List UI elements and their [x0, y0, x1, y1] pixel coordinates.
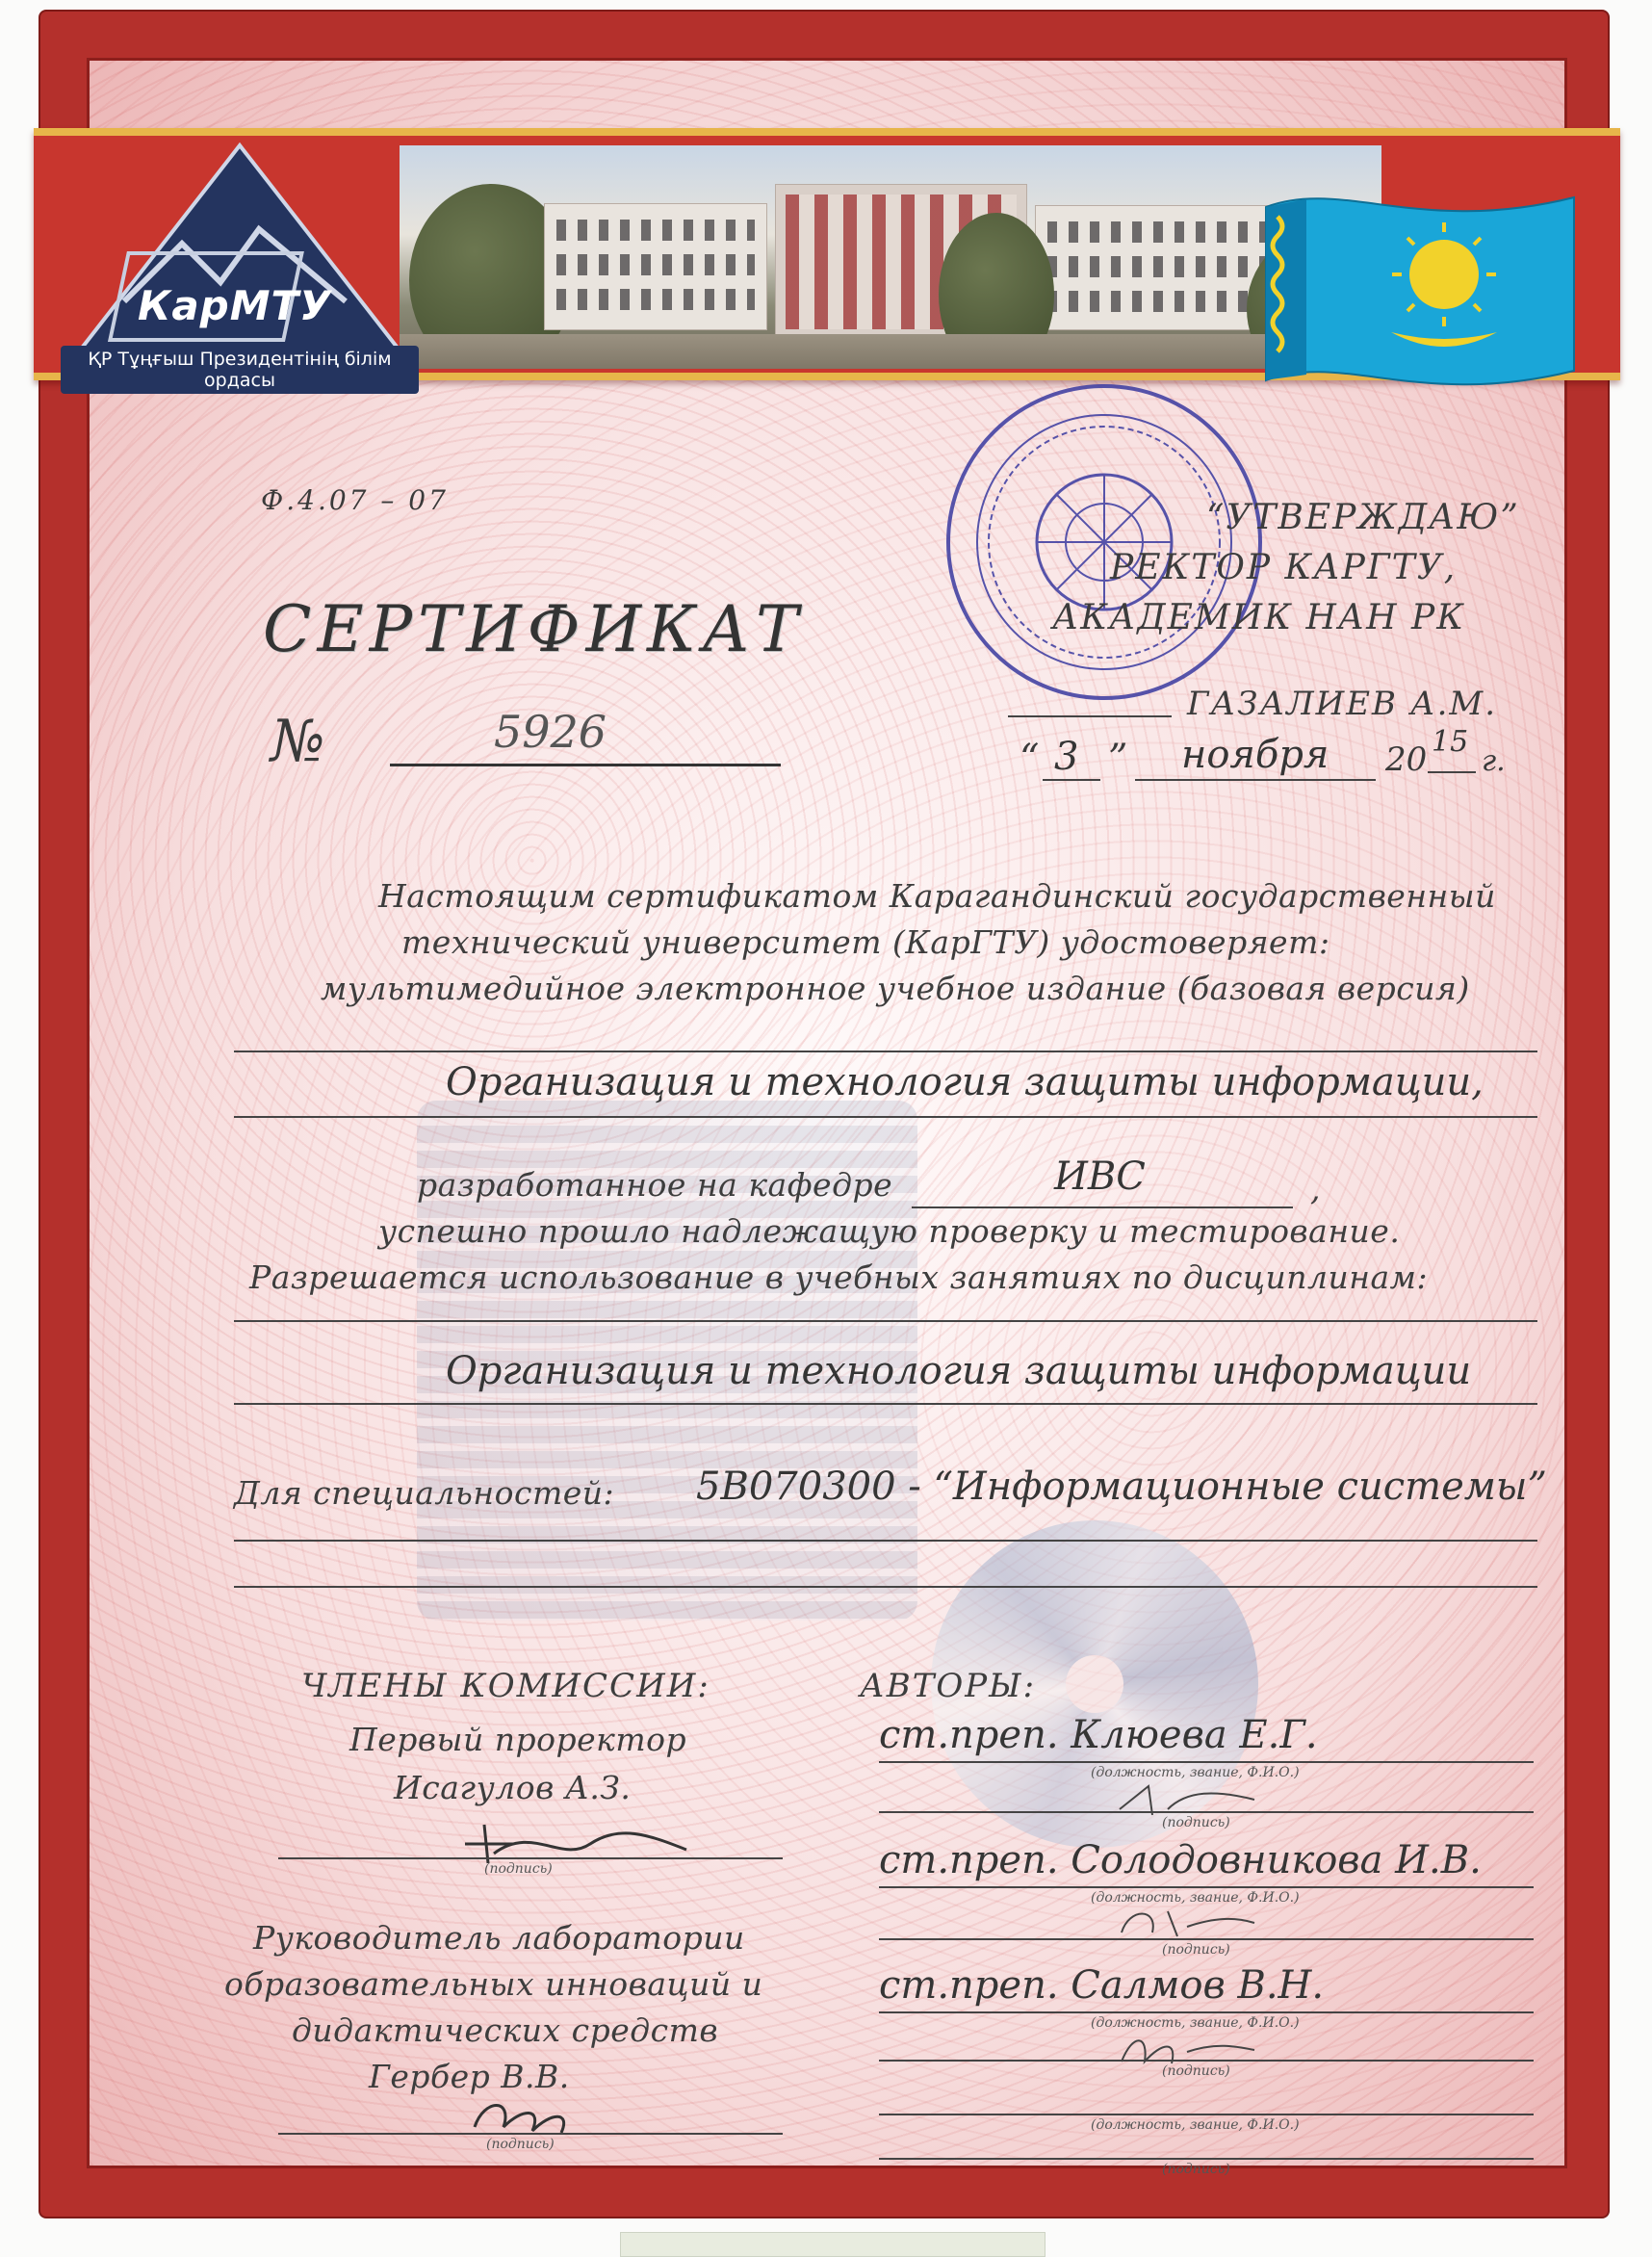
author-2: ст.преп. Солодовникова И.В. — [879, 1838, 1482, 1882]
author-3: ст.преп. Салмов В.Н. — [879, 1963, 1325, 2008]
member2-signature-caption: (подпись) — [486, 2137, 555, 2152]
intro-line3: мультимедийное электронное учебное издание (базовая версия) — [321, 970, 1470, 1007]
certificate-number: 5926 — [494, 706, 607, 758]
member1-name: Исагулов А.З. — [394, 1769, 632, 1806]
approval-year-suffix: 15 — [1432, 725, 1469, 759]
member2-name: Гербер В.В. — [369, 2058, 570, 2095]
department-value: ИВС — [1054, 1154, 1146, 1199]
intro-line2: технический университет (КарГТУ) удостоверяет: — [401, 923, 1330, 961]
allowed-text: Разрешается использование в учебных занятиях по дисциплинам: — [249, 1258, 1429, 1296]
author-2-signature-caption: (подпись) — [1162, 1942, 1230, 1958]
kazakhstan-emblem-icon — [941, 378, 1268, 706]
edition-title: Организация и технология защиты информации, — [446, 1060, 1484, 1104]
certificate-title: СЕРТИФИКАТ — [263, 592, 805, 666]
logo-name: КарМТУ — [138, 282, 332, 329]
member1-signature-caption: (подпись) — [484, 1861, 553, 1877]
member2-line1: Руководитель лаборатории — [253, 1919, 745, 1957]
passed-text: успешно прошло надлежащую проверку и тестирование. — [378, 1212, 1401, 1250]
author-1-signature-caption: (подпись) — [1162, 1815, 1230, 1830]
member2-line3: дидактических средств — [292, 2011, 719, 2049]
approval-year-unit: г. — [1482, 744, 1506, 778]
authors-heading: АВТОРЫ: — [860, 1667, 1037, 1705]
next-page-edge — [620, 2232, 1045, 2257]
rector-signature-line — [1008, 715, 1172, 717]
author-4-signature-caption: (подпись) — [1162, 2162, 1230, 2177]
intro-line1: Настоящим сертификатом Карагандинский государственный — [378, 877, 1496, 915]
member1-title: Первый проректор — [349, 1721, 687, 1758]
approval-line1: “УТВЕРЖДАЮ” — [1206, 498, 1520, 537]
certificate-frame — [40, 12, 1608, 2217]
author-1: ст.преп. Клюева Е.Г. — [879, 1713, 1318, 1757]
author-2-position-caption: (должность, звание, Ф.И.О.) — [1091, 1890, 1300, 1906]
approval-line3: АКАДЕМИК НАН РК — [1052, 598, 1466, 637]
department-comma: , — [1310, 1170, 1321, 1207]
number-label: № — [271, 708, 325, 775]
certificate-body: КарМТУ ҚР Тұңғыш Президентінің білім ордасы Ф.4.07 – 07 СЕРТИФИКАТ № 5926 “УТВЕРЖДАЮ” РЕКТОР КАРГТУ, АКАДЕМИК НАН РК ГАЗАЛИЕВ А.М. “ 3 ” ноября 20 15 г. Настоящим сертификатом Карагандинский государственный технический университет (КарГТУ) удостоверяет: мультимедийное электронное учебное издание (базовая версия) Организация и технология защиты информации, разработанное на кафедре ИВС , успешно прошло надлежащую проверку и тестирование. Разрешается использование в учебных занятиях по дисциплинам: Организация и технология защиты информации Для специальностей: 5В070300 - “Информационные системы” ЧЛЕНЫ КОМИССИИ: Первый проректор Исагулов А.З. (подпись) Руководитель лаборатории образовательных инноваций и дидактических средств Гербер В.В. (подпись) АВТОРЫ: ст.преп. Клюева Е.Г. (должность, звание, Ф.И.О.) (подпись) ст.преп. Солодовникова И.В. (должность, звание, Ф.И.О.) (подпись) ст.преп. Салмов В.Н. (должность, звание, Ф.И.О.) (подпись) (должность, звание, Ф.И.О.) (подпись) — [87, 58, 1567, 2168]
approval-line2: РЕКТОР КАРГТУ, — [1110, 548, 1458, 587]
author-4-position-caption: (должность, звание, Ф.И.О.) — [1091, 2117, 1300, 2133]
logo-caption: ҚР Тұңғыш Президентінің білім ордасы — [61, 346, 419, 394]
specialty-value: 5В070300 - “Информационные системы” — [696, 1465, 1547, 1509]
university-logo-icon — [66, 138, 413, 373]
approval-month: ноября — [1181, 733, 1329, 777]
number-underline — [390, 764, 781, 766]
author-1-position-caption: (должность, звание, Ф.И.О.) — [1091, 1765, 1300, 1780]
author-3-position-caption: (должность, звание, Ф.И.О.) — [1091, 2015, 1300, 2031]
form-code: Ф.4.07 – 07 — [261, 484, 449, 516]
university-building-photo — [400, 145, 1381, 369]
header-banner — [34, 128, 1620, 391]
discipline-title: Организация и технология защиты информации — [446, 1349, 1472, 1393]
commission-heading: ЧЛЕНЫ КОМИССИИ: — [301, 1667, 710, 1705]
kazakhstan-flag-icon — [1256, 178, 1584, 400]
rector-name: ГАЗАЛИЕВ А.М. — [1187, 685, 1498, 723]
approval-day: 3 — [1054, 735, 1079, 779]
author-3-signature-caption: (подпись) — [1162, 2063, 1230, 2079]
specialty-label: Для специальностей: — [234, 1474, 615, 1512]
department-label: разработанное на кафедре — [417, 1166, 893, 1204]
member2-line2: образовательных инноваций и — [224, 1965, 763, 2003]
approval-year-prefix: 20 — [1385, 740, 1428, 779]
